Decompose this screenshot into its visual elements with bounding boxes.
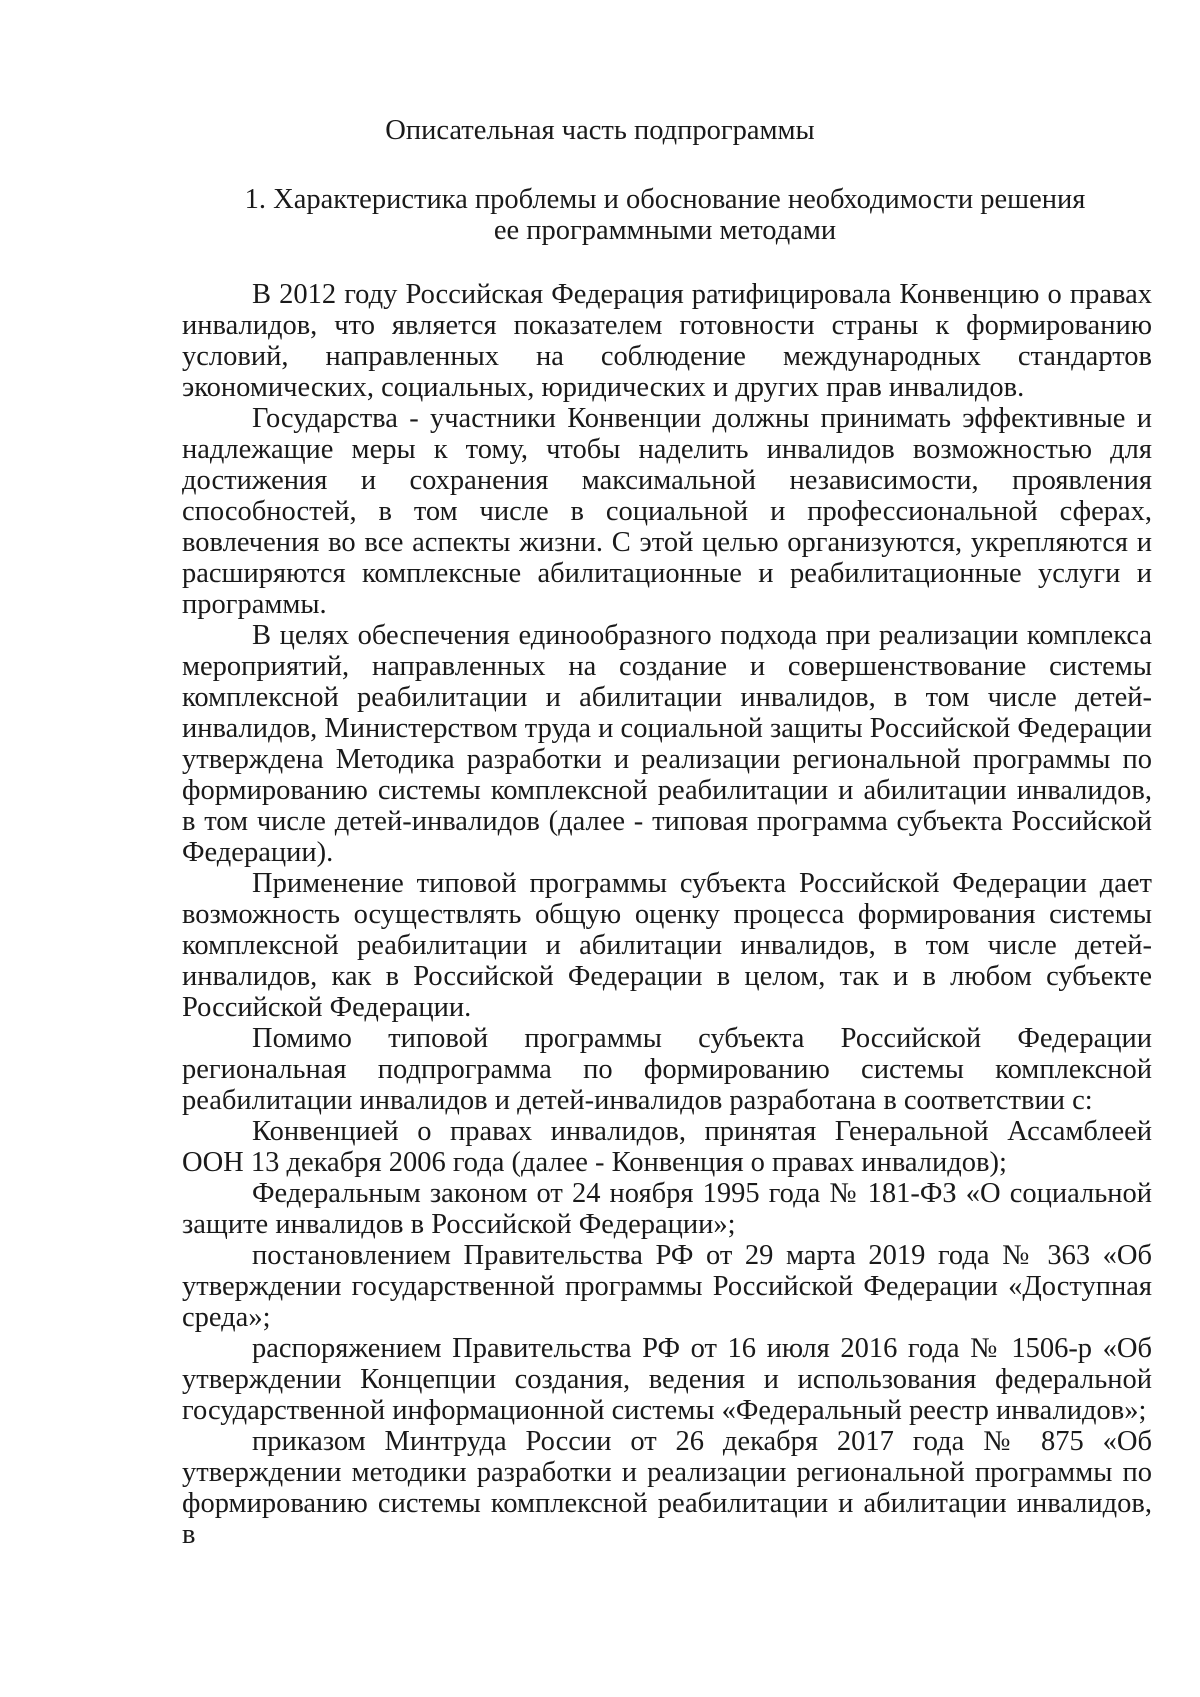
paragraph-convention-participants: Государства - участники Конвенции должны принимать эффективные и надлежащие меры к тому, чтобы наделить инвалидов возможностью для достижения и сохранения максимальной независимости, проявления способностей, в том числе в социальной и профессиональной сферах, вовлечения во все аспекты жизни. С этой целью организуются, укрепляются и расширяются комплексные абилитационные и реабилитационные услуги и программы.	[182, 403, 1152, 620]
paragraph-legal-basis-intro: Помимо типовой программы субъекта Российской Федерации региональная подпрограмма по формированию системы комплексной реабилитации инвалидов и детей-инвалидов разработана в соответствии с:	[182, 1023, 1152, 1116]
section-heading	[180, 184, 1150, 246]
paragraph-legal-basis-federal-law: Федеральным законом от 24 ноября 1995 года № 181-ФЗ «О социальной защите инвалидов в Российской Федерации»;	[182, 1178, 1152, 1240]
paragraph-legal-basis-ministry-order: приказом Минтруда России от 26 декабря 2017 года № 875 «Об утверждении методики разработки и реализации региональной программы по формированию системы комплексной реабилитации и абилитации инвалидов, в	[182, 1426, 1152, 1550]
paragraph-typical-program: Применение типовой программы субъекта Российской Федерации дает возможность осуществлять общую оценку процесса формирования системы комплексной реабилитации и абилитации инвалидов, в том числе детей-инвалидов, как в Российской Федерации в целом, так и в любом субъекте Российской Федерации.	[182, 868, 1152, 1023]
body-text	[182, 279, 1152, 1550]
section-heading-line-2: ее программными методами	[493, 215, 837, 246]
paragraph-legal-basis-resolution: постановлением Правительства РФ от 29 марта 2019 года № 363 «Об утверждении государственной программы Российской Федерации «Доступная среда»;	[182, 1240, 1152, 1333]
paragraph-methodology: В целях обеспечения единообразного подхода при реализации комплекса мероприятий, направленных на создание и совершенствование системы комплексной реабилитации и абилитации инвалидов, в том числе детей-инвалидов, Министерством труда и социальной защиты Российской Федерации утверждена Методика разработки и реализации региональной программы по формированию системы комплексной реабилитации и абилитации инвалидов, в том числе детей-инвалидов (далее - типовая программа субъекта Российской Федерации).	[182, 620, 1152, 868]
section-heading-line-1: 1. Характеристика проблемы и обоснование необходимости решения	[244, 184, 1086, 215]
paragraph-legal-basis-order: распоряжением Правительства РФ от 16 июля 2016 года № 1506-р «Об утверждении Концепции создания, ведения и использования федеральной государственной информационной системы «Федеральный реестр инвалидов»;	[182, 1333, 1152, 1426]
paragraph-legal-basis-convention: Конвенцией о правах инвалидов, принятая Генеральной Ассамблеей ООН 13 декабря 2006 года (далее - Конвенция о правах инвалидов);	[182, 1116, 1152, 1178]
paragraph-convention-ratification: В 2012 году Российская Федерация ратифицировала Конвенцию о правах инвалидов, что является показателем готовности страны к формированию условий, направленных на соблюдение международных стандартов экономических, социальных, юридических и других прав инвалидов.	[182, 279, 1152, 403]
document-title: Описательная часть подпрограммы	[385, 115, 815, 146]
